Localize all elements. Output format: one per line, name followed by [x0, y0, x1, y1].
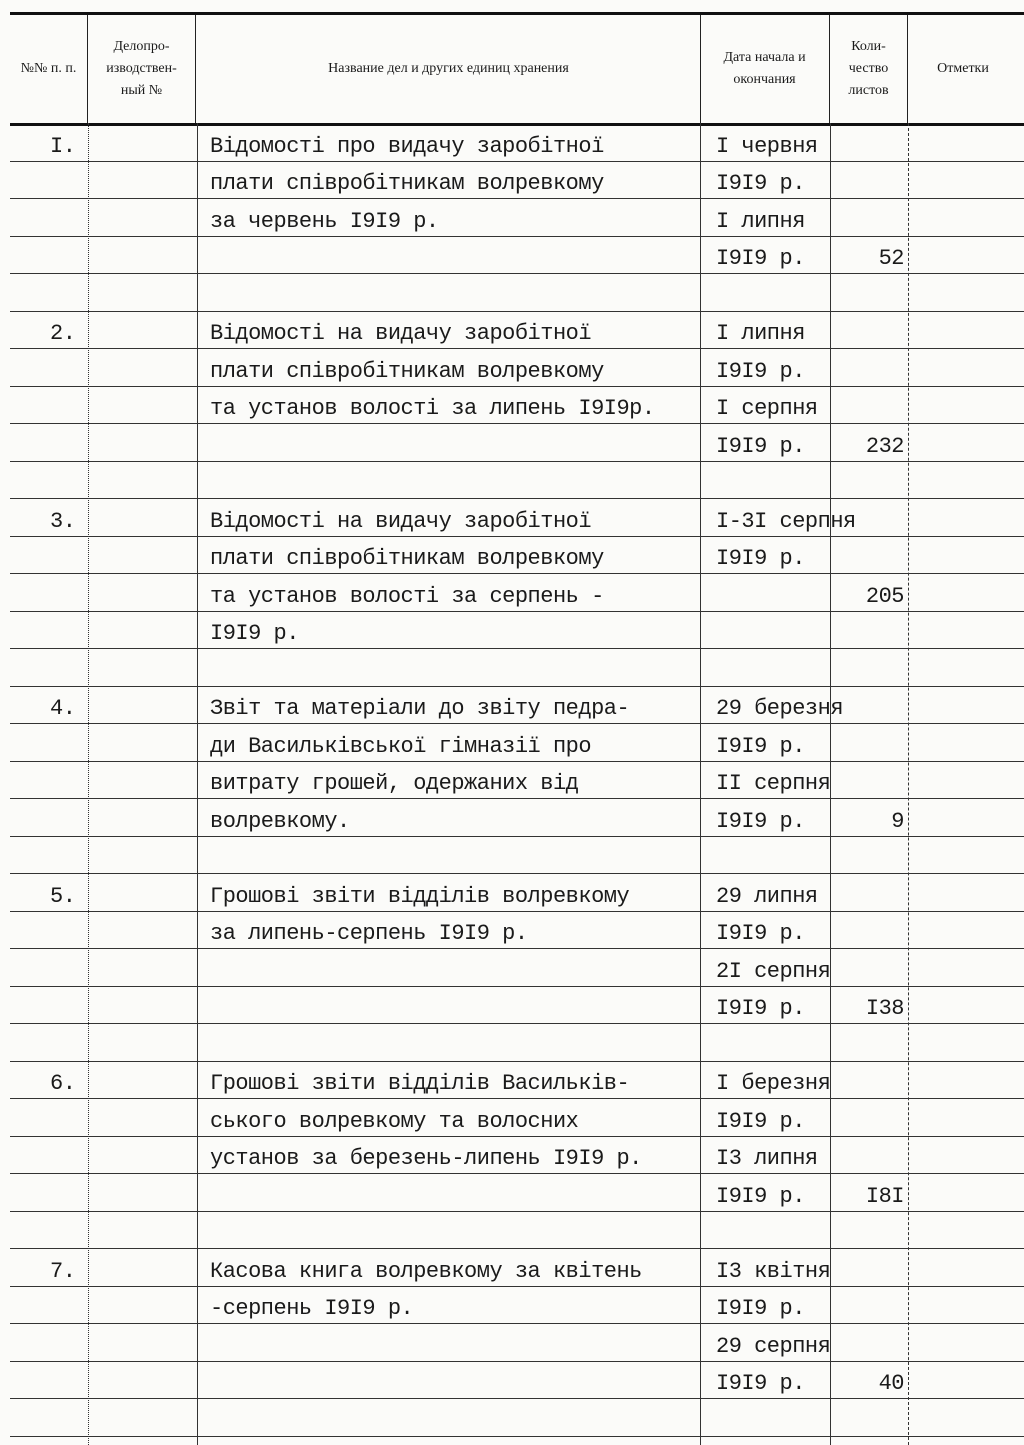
table-row — [10, 611, 1024, 650]
table-row — [10, 573, 1024, 612]
entry-title-line: Відомості про видачу заробітної — [210, 133, 604, 159]
entry-sheet-count: 232 — [865, 433, 904, 459]
entry-sheet-count: I38 — [865, 996, 904, 1021]
entry-sheet-count: 205 — [865, 583, 904, 609]
table-row — [10, 1136, 1024, 1175]
entry-title-line: за липень-серпень I9I9 р. — [210, 921, 528, 946]
table-row — [10, 123, 1024, 162]
entry-date-line: I липня — [716, 208, 805, 234]
entry-number: 4. — [50, 696, 76, 721]
entry-sheet-count: 9 — [891, 808, 904, 834]
table-row — [10, 986, 1024, 1025]
entry-number: 3. — [50, 508, 76, 534]
table-row — [10, 273, 1024, 312]
entry-date-line: II серпня — [716, 771, 831, 796]
entry-date-line: I9I9 р. — [716, 1296, 805, 1321]
entry-sheet-count: 52 — [878, 246, 904, 271]
entry-title-line: за червень I9I9 р. — [210, 208, 439, 234]
table-row — [10, 161, 1024, 200]
entry-title-line: -серпень I9I9 р. — [210, 1296, 414, 1321]
table-row — [10, 686, 1024, 725]
table-row — [10, 1173, 1024, 1212]
table-row — [10, 536, 1024, 575]
header-dates: Дата начала и окончания — [700, 15, 830, 123]
table-row — [10, 423, 1024, 462]
header-notes: Отметки — [937, 61, 989, 76]
table-row — [10, 498, 1024, 537]
entry-date-line: 29 липня — [716, 883, 818, 909]
entry-date-line: I9I9 р. — [716, 358, 805, 384]
entry-date-line: 29 березня — [716, 696, 844, 721]
entry-date-line: I9I9 р. — [716, 1183, 805, 1209]
table-row — [10, 1436, 1024, 1445]
entry-title-line: Грошові звіти відділів Васильків- — [210, 1071, 630, 1096]
header-sheets: Коли- чество листов — [830, 15, 908, 123]
entry-date-line: I9I9 р. — [716, 546, 805, 571]
entry-title-line: витрату грошей, одержаних від — [210, 771, 579, 796]
entry-date-line: I3 квітня — [716, 1258, 831, 1284]
entry-number: I. — [50, 133, 76, 159]
table-row — [10, 798, 1024, 837]
table-row — [10, 1211, 1024, 1250]
entry-title-line: та установ волості за липень I9I9р. — [210, 396, 655, 421]
entry-date-line: I9I9 р. — [716, 996, 805, 1021]
table-row — [10, 198, 1024, 237]
table-row — [10, 1098, 1024, 1137]
entry-number: 5. — [50, 883, 76, 909]
table-row — [10, 348, 1024, 387]
table-row — [10, 386, 1024, 425]
table-row — [10, 948, 1024, 987]
header-office-no: Делопро- изводствен- ный № — [88, 15, 196, 123]
table-row — [10, 311, 1024, 350]
header-num: №№ п. п. — [10, 15, 88, 123]
table-row — [10, 723, 1024, 762]
table-row — [10, 836, 1024, 875]
entry-date-line: 29 серпня — [716, 1333, 831, 1359]
header-title: Название дел и других единиц хранения — [197, 15, 701, 123]
table-row — [10, 1361, 1024, 1400]
entry-date-line: I9I9 р. — [716, 433, 805, 459]
entry-date-line: I9I9 р. — [716, 733, 805, 759]
entry-title-line: Звіт та матеріали до звіту педра- — [210, 696, 630, 721]
table-row — [10, 236, 1024, 275]
table-row — [10, 1286, 1024, 1325]
entry-title-line: Касова книга волревкому за квітень — [210, 1258, 642, 1284]
entry-date-line: I березня — [716, 1071, 831, 1096]
entry-date-line: I9I9 р. — [716, 171, 805, 196]
table-row — [10, 461, 1024, 500]
entry-date-line: I3 липня — [716, 1146, 818, 1171]
entry-title-line: та установ волості за серпень - — [210, 583, 604, 609]
table-row — [10, 761, 1024, 800]
entry-date-line: I червня — [716, 133, 818, 159]
entry-number: 2. — [50, 321, 76, 346]
entry-date-line: I9I9 р. — [716, 808, 805, 834]
entry-number: 7. — [50, 1258, 76, 1284]
entry-date-line: 2I серпня — [716, 958, 831, 984]
entry-title-line: волревкому. — [210, 808, 350, 834]
entry-title-line: плати співробітникам волревкому — [210, 546, 604, 571]
table-row — [10, 1398, 1024, 1437]
table-row — [10, 1323, 1024, 1362]
entry-sheet-count: I8I — [865, 1183, 904, 1209]
entry-date-line: I9I9 р. — [716, 1108, 805, 1134]
entry-date-line: I серпня — [716, 396, 818, 421]
entry-title-line: установ за березень-липень I9I9 р. — [210, 1146, 642, 1171]
entry-title-line: Грошові звіти відділів волревкому — [210, 883, 630, 909]
table-row — [10, 873, 1024, 912]
table-row — [10, 1248, 1024, 1287]
entry-date-line: I9I9 р. — [716, 1371, 805, 1396]
table-row — [10, 648, 1024, 687]
table-header — [10, 12, 1024, 126]
entry-date-line: I9I9 р. — [716, 921, 805, 946]
table-row — [10, 1061, 1024, 1100]
entry-date-line: I9I9 р. — [716, 246, 805, 271]
entry-date-line: I липня — [716, 321, 805, 346]
table-row — [10, 911, 1024, 950]
entry-title-line: ди Васильківської гімназії про — [210, 733, 592, 759]
entry-title-line: Відомості на видачу заробітної — [210, 508, 592, 534]
table-row — [10, 1023, 1024, 1062]
entry-date-line: I-3I серпня — [716, 508, 856, 534]
entry-title-line: плати співробітникам волревкому — [210, 171, 604, 196]
entry-title-line: ського волревкому та волосних — [210, 1108, 579, 1134]
entry-title-line: Відомості на видачу заробітної — [210, 321, 592, 346]
entry-number: 6. — [50, 1071, 76, 1096]
entry-title-line: I9I9 р. — [210, 621, 299, 646]
entry-title-line: плати співробітникам волревкому — [210, 358, 604, 384]
entry-sheet-count: 40 — [878, 1371, 904, 1396]
